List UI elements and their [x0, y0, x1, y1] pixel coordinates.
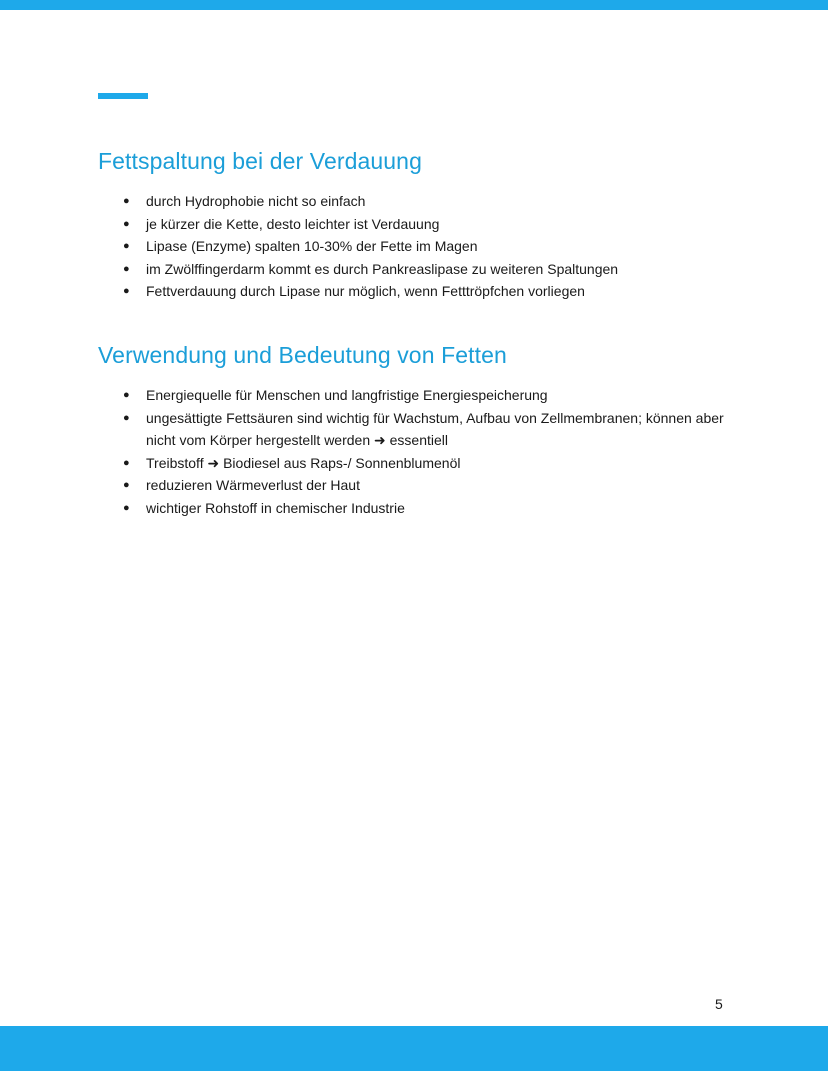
list-item — [98, 452, 738, 475]
list-item-text: Fettverdauung durch Lipase nur möglich, wenn Fetttröpfchen vorliegen — [146, 283, 585, 299]
bottom-accent-band — [0, 1026, 828, 1071]
bullet-icon: ● — [123, 456, 130, 469]
list-item — [98, 190, 738, 213]
page-number: 5 — [715, 996, 723, 1012]
section-heading: Verwendung und Bedeutung von Fetten — [98, 342, 507, 368]
bullet-icon: ● — [123, 479, 130, 491]
bullet-icon: ● — [123, 217, 130, 230]
bullet-icon: ● — [123, 411, 130, 424]
list-item — [98, 497, 738, 520]
list-item-text: Energiequelle für Menschen und langfristige Energiespeicherung — [146, 387, 548, 403]
list-item-text: Lipase (Enzyme) spalten 10-30% der Fette im Magen — [146, 238, 478, 254]
list-item-text: durch Hydrophobie nicht so einfach — [146, 193, 366, 209]
list-item-text: Treibstoff ➜ Biodiesel aus Raps-/ Sonnenblumenöl — [146, 454, 461, 471]
bullet-icon: ● — [123, 240, 130, 252]
list-item-text: im Zwölffingerdarm kommt es durch Pankreaslipase zu weiteren Spaltungen — [146, 260, 619, 277]
heading-accent-bar — [98, 93, 148, 99]
bullet-icon: ● — [123, 389, 130, 401]
bullet-icon: ● — [123, 195, 130, 207]
bullet-icon: ● — [123, 262, 130, 275]
list-item — [98, 258, 738, 281]
list-item — [98, 280, 738, 303]
list-item-text: je kürzer die Kette, desto leichter ist Verdauung — [146, 215, 440, 232]
list-item — [98, 407, 738, 452]
list-item — [98, 235, 738, 258]
section-fettspaltung — [98, 146, 738, 303]
list-item-text: reduzieren Wärmeverlust der Haut — [146, 477, 360, 493]
list-item — [98, 213, 738, 236]
bullet-list — [98, 384, 738, 519]
section-verwendung — [98, 340, 738, 519]
top-accent-band — [0, 0, 828, 10]
list-item — [98, 474, 738, 497]
section-heading: Fettspaltung bei der Verdauung — [98, 148, 422, 174]
list-item-text: wichtiger Rohstoff in chemischer Industrie — [146, 499, 405, 516]
list-item — [98, 384, 738, 407]
list-item-text: ungesättigte Fettsäuren sind wichtig für Wachstum, Aufbau von Zellmembranen; können aber nicht vom Körper hergestellt werden ➜ essentiell — [146, 409, 724, 448]
bullet-list — [98, 190, 738, 303]
bullet-icon: ● — [123, 501, 130, 514]
bullet-icon: ● — [123, 285, 130, 297]
